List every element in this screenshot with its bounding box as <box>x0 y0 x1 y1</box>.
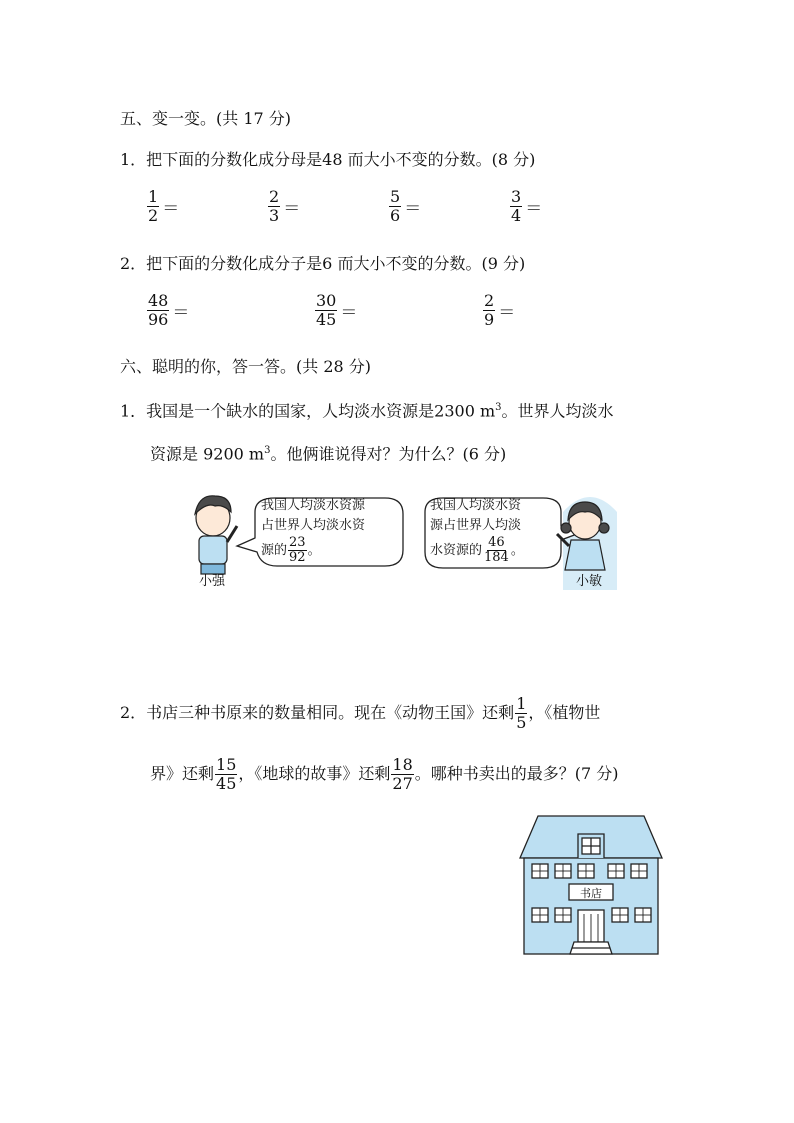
section6-q2-line2: 界》还剩 $\frac{15}{45}$ ，《地球的故事》还剩 $\frac{18}{27}$ 。哪种书卖出的最多？(7 分) <box>150 755 619 793</box>
section6-q1-line1: 1．我国是一个缺水的国家，人均淡水资源是2300 $m^3$。世界人均淡水 <box>120 401 614 421</box>
boy-figure <box>195 496 237 574</box>
girl-name: 小敏 <box>576 574 603 589</box>
speech-illustration <box>185 490 625 600</box>
q1-fraction-1: $\frac{1}{2}$ ＝ <box>148 187 180 225</box>
q2-fraction-2: $\frac{30}{45}$ ＝ <box>316 291 358 329</box>
section6-q2-line1: 2．书店三种书原来的数量相同。现在《动物王国》还剩 $\frac{1}{5}$ ，《植物世 <box>120 694 601 732</box>
section5-q2-text: 2．把下面的分数化成分子是6 而大小不变的分数。(9 分) <box>120 254 526 273</box>
q1-fraction-4: $\frac{3}{4}$ ＝ <box>511 187 543 225</box>
section6-q1-line2: 资源是 9200 $m^3$。他俩谁说得对？为什么？(6 分) <box>150 444 507 464</box>
section5-heading: 五、变一变。(共 17 分) <box>120 109 292 128</box>
bookstore-illustration <box>518 814 664 956</box>
q1-fraction-3: $\frac{5}{6}$ ＝ <box>390 187 422 225</box>
section5-q1-text: 1．把下面的分数化成分母是48 而大小不变的分数。(8 分) <box>120 150 536 169</box>
section6-heading: 六、聪明的你，答一答。(共 28 分) <box>120 357 372 376</box>
boy-name: 小强 <box>199 574 226 589</box>
girl-speech: 我国人均淡水资 源占世界人均淡 水资源的 $\frac{46}{184}$ 。 <box>430 498 524 565</box>
q1-fraction-2: $\frac{2}{3}$ ＝ <box>269 187 301 225</box>
q2-fraction-1: $\frac{48}{96}$ ＝ <box>148 291 190 329</box>
boy-speech: 我国人均淡水资源 占世界人均淡水资 源的 $\frac{23}{92}$ 。 <box>261 498 366 565</box>
shop-sign: 书店 <box>580 887 602 900</box>
q2-fraction-3: $\frac{2}{9}$ ＝ <box>484 291 516 329</box>
